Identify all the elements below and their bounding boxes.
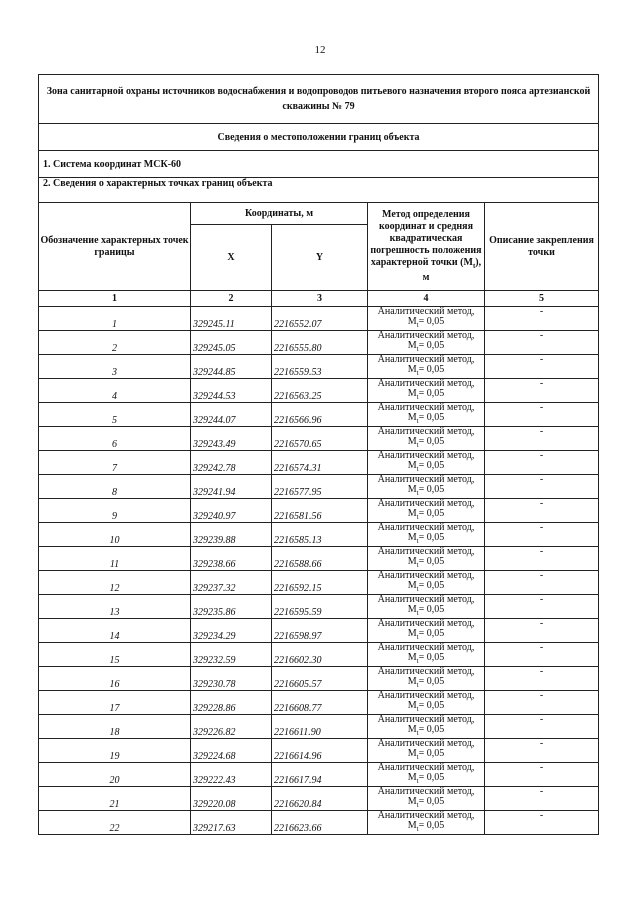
table-row	[39, 403, 599, 427]
coordinate-x: 329220.08	[191, 787, 272, 811]
coordinate-x: 329245.11	[191, 307, 272, 331]
method-cell	[368, 619, 485, 643]
table-row	[39, 691, 599, 715]
point-number: 8	[39, 475, 191, 499]
accuracy-value: = 0,05	[418, 700, 445, 711]
accuracy-sub: t	[416, 609, 419, 617]
point-description: -	[485, 643, 599, 667]
accuracy-sub: t	[416, 681, 419, 689]
boundary-table	[38, 74, 599, 835]
method-text: Аналитический метод,	[377, 810, 475, 821]
coordinate-x: 329240.97	[191, 499, 272, 523]
point-number: 21	[39, 787, 191, 811]
page-number: 12	[314, 44, 326, 56]
accuracy-value: = 0,05	[418, 724, 445, 735]
table-row	[39, 523, 599, 547]
method-cell	[368, 667, 485, 691]
accuracy-text	[368, 437, 484, 450]
accuracy-value: = 0,05	[418, 316, 445, 327]
accuracy-value: = 0,05	[418, 820, 445, 831]
point-description: -	[485, 355, 599, 379]
coordinate-x: 329239.88	[191, 523, 272, 547]
method-cell	[368, 379, 485, 403]
accuracy-text	[368, 461, 484, 474]
method-cell	[368, 715, 485, 739]
coordinate-y: 2216611.90	[272, 715, 368, 739]
accuracy-value: = 0,05	[418, 460, 445, 471]
table-row	[39, 763, 599, 787]
coordinate-system: 1. Система координат МСК-60	[39, 151, 599, 178]
accuracy-value: = 0,05	[418, 628, 445, 639]
accuracy-sub: t	[416, 561, 419, 569]
coordinate-x: 329244.07	[191, 403, 272, 427]
coordinate-y: 2216608.77	[272, 691, 368, 715]
accuracy-prefix: M	[407, 364, 417, 375]
point-description: -	[485, 739, 599, 763]
accuracy-sub: t	[416, 753, 419, 761]
point-description: -	[485, 595, 599, 619]
table-row	[39, 643, 599, 667]
point-description: -	[485, 307, 599, 331]
coordinate-y: 2216574.31	[272, 451, 368, 475]
accuracy-sub: t	[416, 777, 419, 785]
accuracy-prefix: M	[407, 340, 417, 351]
section-header: Сведения о местоположении границ объекта	[39, 124, 599, 151]
point-number: 13	[39, 595, 191, 619]
table-row	[39, 451, 599, 475]
table-row	[39, 667, 599, 691]
accuracy-text	[368, 749, 484, 762]
method-cell	[368, 571, 485, 595]
accuracy-prefix: M	[407, 604, 417, 615]
coordinate-x: 329226.82	[191, 715, 272, 739]
point-description: -	[485, 427, 599, 451]
method-cell	[368, 547, 485, 571]
point-number: 16	[39, 667, 191, 691]
point-number: 2	[39, 331, 191, 355]
accuracy-value: = 0,05	[418, 580, 445, 591]
method-text: Аналитический метод,	[377, 762, 475, 773]
column-number: 5	[485, 291, 599, 307]
method-cell	[368, 811, 485, 835]
table-row	[39, 787, 599, 811]
accuracy-text	[368, 413, 484, 426]
coordinate-x: 329237.32	[191, 571, 272, 595]
coordinate-y: 2216552.07	[272, 307, 368, 331]
method-text: Аналитический метод,	[377, 786, 475, 797]
accuracy-sub: t	[416, 465, 419, 473]
accuracy-prefix: M	[407, 580, 417, 591]
method-text: Аналитический метод,	[377, 474, 475, 485]
point-description: -	[485, 451, 599, 475]
accuracy-value: = 0,05	[418, 436, 445, 447]
method-text: Аналитический метод,	[377, 330, 475, 341]
point-number: 5	[39, 403, 191, 427]
coordinate-y: 2216555.80	[272, 331, 368, 355]
table-row	[39, 331, 599, 355]
point-number: 15	[39, 643, 191, 667]
point-number: 12	[39, 571, 191, 595]
point-description: -	[485, 787, 599, 811]
boundary-document	[38, 74, 598, 835]
accuracy-sub: t	[416, 513, 419, 521]
table-row	[39, 355, 599, 379]
column-number: 2	[191, 291, 272, 307]
coordinate-y: 2216577.95	[272, 475, 368, 499]
point-description: -	[485, 715, 599, 739]
point-number: 1	[39, 307, 191, 331]
accuracy-prefix: M	[407, 724, 417, 735]
accuracy-text	[368, 509, 484, 522]
accuracy-sub: t	[416, 705, 419, 713]
method-cell	[368, 643, 485, 667]
point-number: 7	[39, 451, 191, 475]
point-description: -	[485, 691, 599, 715]
table-row	[39, 811, 599, 835]
method-text: Аналитический метод,	[377, 690, 475, 701]
table-row	[39, 739, 599, 763]
coordinate-y: 2216614.96	[272, 739, 368, 763]
coordinate-y: 2216598.97	[272, 619, 368, 643]
table-row	[39, 619, 599, 643]
accuracy-text	[368, 341, 484, 354]
column-number: 1	[39, 291, 191, 307]
method-cell	[368, 787, 485, 811]
coordinate-x: 329232.59	[191, 643, 272, 667]
point-number: 22	[39, 811, 191, 835]
coordinate-x: 329235.86	[191, 595, 272, 619]
point-number: 11	[39, 547, 191, 571]
method-cell	[368, 475, 485, 499]
accuracy-sub: t	[416, 585, 419, 593]
coordinate-y: 2216581.56	[272, 499, 368, 523]
header-method-sub: t	[472, 262, 476, 270]
coordinate-y: 2216592.15	[272, 571, 368, 595]
accuracy-text	[368, 725, 484, 738]
accuracy-prefix: M	[407, 436, 417, 447]
accuracy-text	[368, 773, 484, 786]
accuracy-sub: t	[416, 441, 419, 449]
accuracy-text	[368, 389, 484, 402]
point-number: 14	[39, 619, 191, 643]
method-text: Аналитический метод,	[377, 618, 475, 629]
header-description: Описание закрепления точки	[485, 203, 599, 291]
header-method	[368, 203, 485, 291]
method-text: Аналитический метод,	[377, 594, 475, 605]
accuracy-value: = 0,05	[418, 484, 445, 495]
accuracy-prefix: M	[407, 676, 417, 687]
method-text: Аналитический метод,	[377, 402, 475, 413]
accuracy-prefix: M	[407, 748, 417, 759]
point-number: 19	[39, 739, 191, 763]
accuracy-sub: t	[416, 321, 419, 329]
accuracy-prefix: M	[407, 460, 417, 471]
header-method-main: Метод определения координат и средняя квадратическая погрешность положения характерной точки (M	[370, 209, 482, 268]
coordinate-y: 2216620.84	[272, 787, 368, 811]
header-method-tail: ), м	[422, 257, 482, 283]
accuracy-value: = 0,05	[418, 508, 445, 519]
header-point-designation: Обозначение характерных точек границы	[39, 203, 191, 291]
accuracy-prefix: M	[407, 820, 417, 831]
method-cell	[368, 499, 485, 523]
accuracy-text	[368, 533, 484, 546]
table-row	[39, 427, 599, 451]
accuracy-value: = 0,05	[418, 748, 445, 759]
accuracy-value: = 0,05	[418, 772, 445, 783]
accuracy-text	[368, 557, 484, 570]
coordinate-x: 329222.43	[191, 763, 272, 787]
method-text: Аналитический метод,	[377, 546, 475, 557]
accuracy-text	[368, 701, 484, 714]
coordinate-y: 2216559.53	[272, 355, 368, 379]
accuracy-sub: t	[416, 369, 419, 377]
accuracy-text	[368, 317, 484, 330]
coordinate-y: 2216623.66	[272, 811, 368, 835]
accuracy-prefix: M	[407, 772, 417, 783]
document-title: Зона санитарной охраны источников водоснабжения и водопроводов питьевого назначения второго пояса артезианской скважины № 79	[39, 75, 599, 124]
accuracy-sub: t	[416, 825, 419, 833]
point-description: -	[485, 619, 599, 643]
method-cell	[368, 523, 485, 547]
accuracy-value: = 0,05	[418, 532, 445, 543]
accuracy-text	[368, 797, 484, 810]
accuracy-value: = 0,05	[418, 364, 445, 375]
point-number: 3	[39, 355, 191, 379]
point-number: 17	[39, 691, 191, 715]
point-description: -	[485, 811, 599, 835]
coordinate-y: 2216563.25	[272, 379, 368, 403]
accuracy-value: = 0,05	[418, 676, 445, 687]
point-number: 6	[39, 427, 191, 451]
point-description: -	[485, 403, 599, 427]
accuracy-prefix: M	[407, 700, 417, 711]
method-cell	[368, 427, 485, 451]
coordinate-x: 329234.29	[191, 619, 272, 643]
column-number: 4	[368, 291, 485, 307]
coordinate-x: 329217.63	[191, 811, 272, 835]
point-description: -	[485, 475, 599, 499]
header-y: Y	[272, 225, 368, 291]
table-row	[39, 475, 599, 499]
point-description: -	[485, 667, 599, 691]
method-text: Аналитический метод,	[377, 570, 475, 581]
accuracy-sub: t	[416, 393, 419, 401]
accuracy-sub: t	[416, 729, 419, 737]
point-description: -	[485, 523, 599, 547]
coordinate-x: 329242.78	[191, 451, 272, 475]
point-description: -	[485, 571, 599, 595]
table-row	[39, 571, 599, 595]
point-number: 10	[39, 523, 191, 547]
coordinate-x: 329224.68	[191, 739, 272, 763]
table-row	[39, 547, 599, 571]
point-description: -	[485, 331, 599, 355]
coordinate-y: 2216588.66	[272, 547, 368, 571]
coordinate-y: 2216585.13	[272, 523, 368, 547]
point-description: -	[485, 379, 599, 403]
coordinate-y: 2216566.96	[272, 403, 368, 427]
point-number: 9	[39, 499, 191, 523]
accuracy-sub: t	[416, 417, 419, 425]
point-number: 20	[39, 763, 191, 787]
method-text: Аналитический метод,	[377, 498, 475, 509]
coordinate-x: 329244.53	[191, 379, 272, 403]
accuracy-prefix: M	[407, 796, 417, 807]
method-text: Аналитический метод,	[377, 666, 475, 677]
coordinate-x: 329245.05	[191, 331, 272, 355]
point-description: -	[485, 499, 599, 523]
table-row	[39, 379, 599, 403]
method-cell	[368, 307, 485, 331]
accuracy-value: = 0,05	[418, 604, 445, 615]
accuracy-prefix: M	[407, 532, 417, 543]
accuracy-prefix: M	[407, 484, 417, 495]
accuracy-prefix: M	[407, 652, 417, 663]
method-cell	[368, 595, 485, 619]
coordinate-y: 2216570.65	[272, 427, 368, 451]
accuracy-text	[368, 653, 484, 666]
accuracy-sub: t	[416, 537, 419, 545]
accuracy-prefix: M	[407, 508, 417, 519]
method-cell	[368, 763, 485, 787]
table-row	[39, 307, 599, 331]
column-number: 3	[272, 291, 368, 307]
accuracy-text	[368, 821, 484, 834]
accuracy-text	[368, 605, 484, 618]
method-text: Аналитический метод,	[377, 522, 475, 533]
method-cell	[368, 355, 485, 379]
method-text: Аналитический метод,	[377, 306, 475, 317]
coordinate-x: 329230.78	[191, 667, 272, 691]
coordinate-y: 2216605.57	[272, 667, 368, 691]
coordinate-x: 329244.85	[191, 355, 272, 379]
accuracy-value: = 0,05	[418, 652, 445, 663]
point-description: -	[485, 763, 599, 787]
coordinate-x: 329243.49	[191, 427, 272, 451]
method-cell	[368, 331, 485, 355]
accuracy-value: = 0,05	[418, 556, 445, 567]
coordinate-x: 329228.86	[191, 691, 272, 715]
coordinate-y: 2216617.94	[272, 763, 368, 787]
method-cell	[368, 451, 485, 475]
accuracy-sub: t	[416, 657, 419, 665]
accuracy-prefix: M	[407, 388, 417, 399]
coordinate-x: 329241.94	[191, 475, 272, 499]
accuracy-prefix: M	[407, 412, 417, 423]
table-row	[39, 715, 599, 739]
accuracy-sub: t	[416, 801, 419, 809]
point-number: 18	[39, 715, 191, 739]
coordinate-y: 2216595.59	[272, 595, 368, 619]
table-row	[39, 499, 599, 523]
method-text: Аналитический метод,	[377, 642, 475, 653]
accuracy-text	[368, 629, 484, 642]
method-cell	[368, 691, 485, 715]
accuracy-value: = 0,05	[418, 388, 445, 399]
point-description: -	[485, 547, 599, 571]
method-text: Аналитический метод,	[377, 354, 475, 365]
method-text: Аналитический метод,	[377, 714, 475, 725]
accuracy-text	[368, 485, 484, 498]
method-text: Аналитический метод,	[377, 450, 475, 461]
accuracy-value: = 0,05	[418, 340, 445, 351]
accuracy-sub: t	[416, 345, 419, 353]
accuracy-prefix: M	[407, 316, 417, 327]
accuracy-text	[368, 677, 484, 690]
method-text: Аналитический метод,	[377, 738, 475, 749]
point-number: 4	[39, 379, 191, 403]
method-text: Аналитический метод,	[377, 378, 475, 389]
accuracy-prefix: M	[407, 628, 417, 639]
accuracy-text	[368, 365, 484, 378]
accuracy-value: = 0,05	[418, 796, 445, 807]
accuracy-prefix: M	[407, 556, 417, 567]
accuracy-sub: t	[416, 633, 419, 641]
header-x: X	[191, 225, 272, 291]
header-coordinates: Координаты, м	[191, 203, 368, 225]
points-header: 2. Сведения о характерных точках границ объекта	[39, 178, 599, 203]
table-row	[39, 595, 599, 619]
method-cell	[368, 403, 485, 427]
coordinate-x: 329238.66	[191, 547, 272, 571]
accuracy-text	[368, 581, 484, 594]
accuracy-sub: t	[416, 489, 419, 497]
accuracy-value: = 0,05	[418, 412, 445, 423]
method-cell	[368, 739, 485, 763]
method-text: Аналитический метод,	[377, 426, 475, 437]
coordinate-y: 2216602.30	[272, 643, 368, 667]
